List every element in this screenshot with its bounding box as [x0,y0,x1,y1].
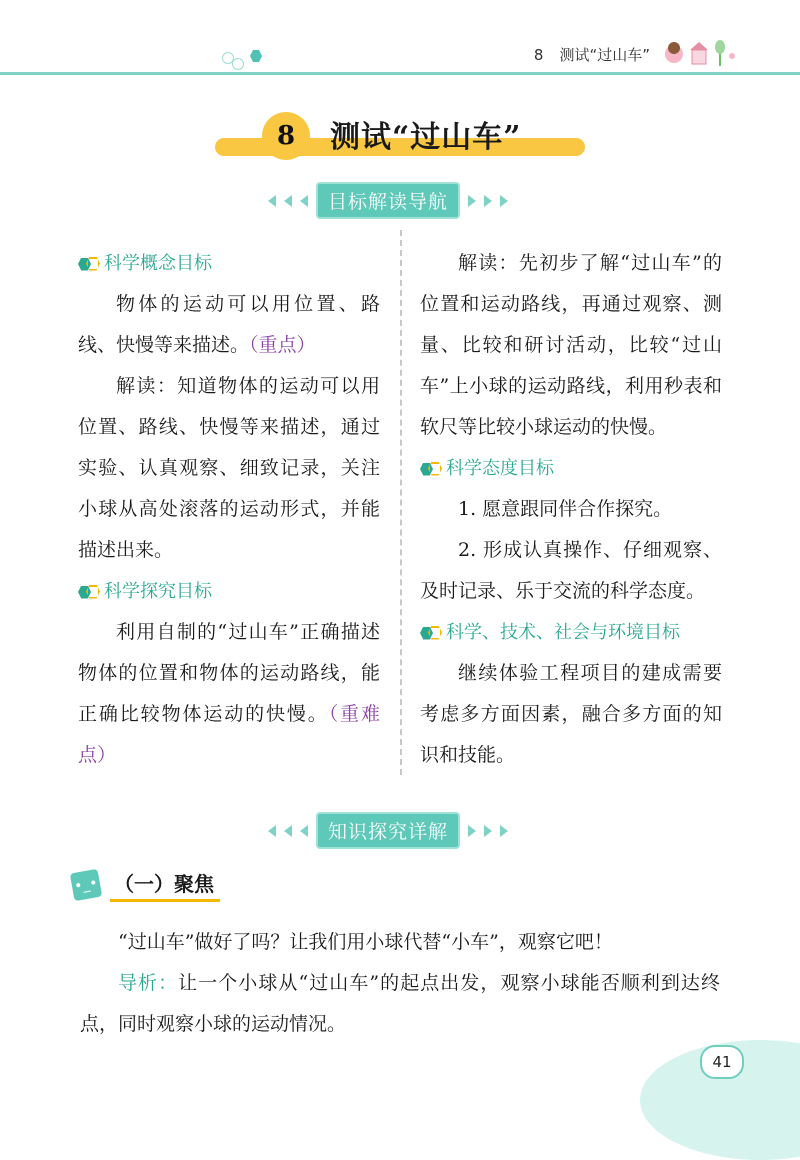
triangle-right-icon [468,195,476,207]
running-header [534,44,650,65]
concept-text: 物体的运动可以用位置、路线、快慢等来描述。 [78,293,380,356]
inquiry-paragraph [78,612,380,776]
triangle-left-icon [284,195,292,207]
section-label: 目标解读导航 [316,182,460,219]
objective-heading-concept [78,243,380,284]
left-column [78,243,380,776]
key-difficulty-mark: （重难点） [78,703,380,766]
triangle-left-icon [268,195,276,207]
objective-heading-text: 科学探究目标 [104,581,212,602]
book-mascot-icon: •_• [70,869,102,901]
column-divider [400,230,402,775]
section-label: 知识探究详解 [316,812,460,849]
running-chapter-number: 8 [533,45,544,64]
focus-heading [72,868,220,902]
page-number: 41 [700,1045,744,1079]
chapter-title: 测试“过山车” [330,120,522,155]
concept-paragraph [78,284,380,366]
triangle-right-icon [484,195,492,207]
chapter-number: 8 [262,112,310,160]
concept-note: 解读：知道物体的运动可以用位置、路线、快慢等来描述，通过实验、认真观察、细致记录，关注小球从高处滚落的运动形式，并能描述出来。 [78,375,380,561]
triangle-left-icon [268,825,276,837]
focus-body [80,922,720,1045]
triangle-left-icon [300,825,308,837]
key-point-mark: （重点） [249,334,316,356]
objective-heading-stse [420,612,722,653]
header-rule [0,72,800,75]
triangle-left-icon [300,195,308,207]
ring-icon [232,58,244,70]
objective-heading-text: 科学概念目标 [104,253,212,274]
guide-text: 让一个小球从“过山车”的起点出发，观察小球能否顺利到达终点，同时观察小球的运动情况。 [80,972,720,1035]
objective-heading-inquiry [78,571,380,612]
hexagon-icon [250,50,262,62]
inquiry-text: 利用自制的“过山车”正确描述物体的位置和物体的运动路线，能正确比较物体运动的快慢。 [78,621,380,725]
objective-heading-attitude [420,448,722,489]
cartoon-decoration-icon [660,38,740,68]
triangle-right-icon [500,825,508,837]
guide-paragraph [80,963,720,1045]
triangle-right-icon [500,195,508,207]
hexagon-bullet-icon [78,584,100,600]
objective-heading-text: 科学态度目标 [446,458,554,479]
triangle-right-icon [484,825,492,837]
section-header-objectives [268,182,508,219]
attitude-item: 1. 愿意跟同伴合作探究。 [458,498,673,520]
hexagon-bullet-icon [420,625,442,641]
objective-heading-text: 科学、技术、社会与环境目标 [446,622,680,643]
inquiry-note: 解读：先初步了解“过山车”的位置和运动路线，再通过观察、测量、比较和研讨活动，比较“过山车”上小球的运动路线，利用秒表和软尺等比较小球运动的快慢。 [420,252,722,438]
focus-title: （一）聚焦 [110,868,220,902]
triangle-left-icon [284,825,292,837]
hexagon-bullet-icon [78,256,100,272]
running-chapter-title: 测试“过山车” [559,46,650,64]
attitude-item: 2. 形成认真操作、仔细观察、及时记录、乐于交流的科学态度。 [420,539,722,602]
hexagon-bullet-icon [420,461,442,477]
section-header-knowledge [268,812,508,849]
stse-paragraph: 继续体验工程项目的建成需要考虑多方面因素，融合多方面的知识和技能。 [420,662,722,766]
focus-question: “过山车”做好了吗？让我们用小球代替“小车”，观察它吧！ [118,931,613,953]
triangle-right-icon [468,825,476,837]
right-column [420,243,722,776]
guide-label: 导析： [118,972,179,994]
